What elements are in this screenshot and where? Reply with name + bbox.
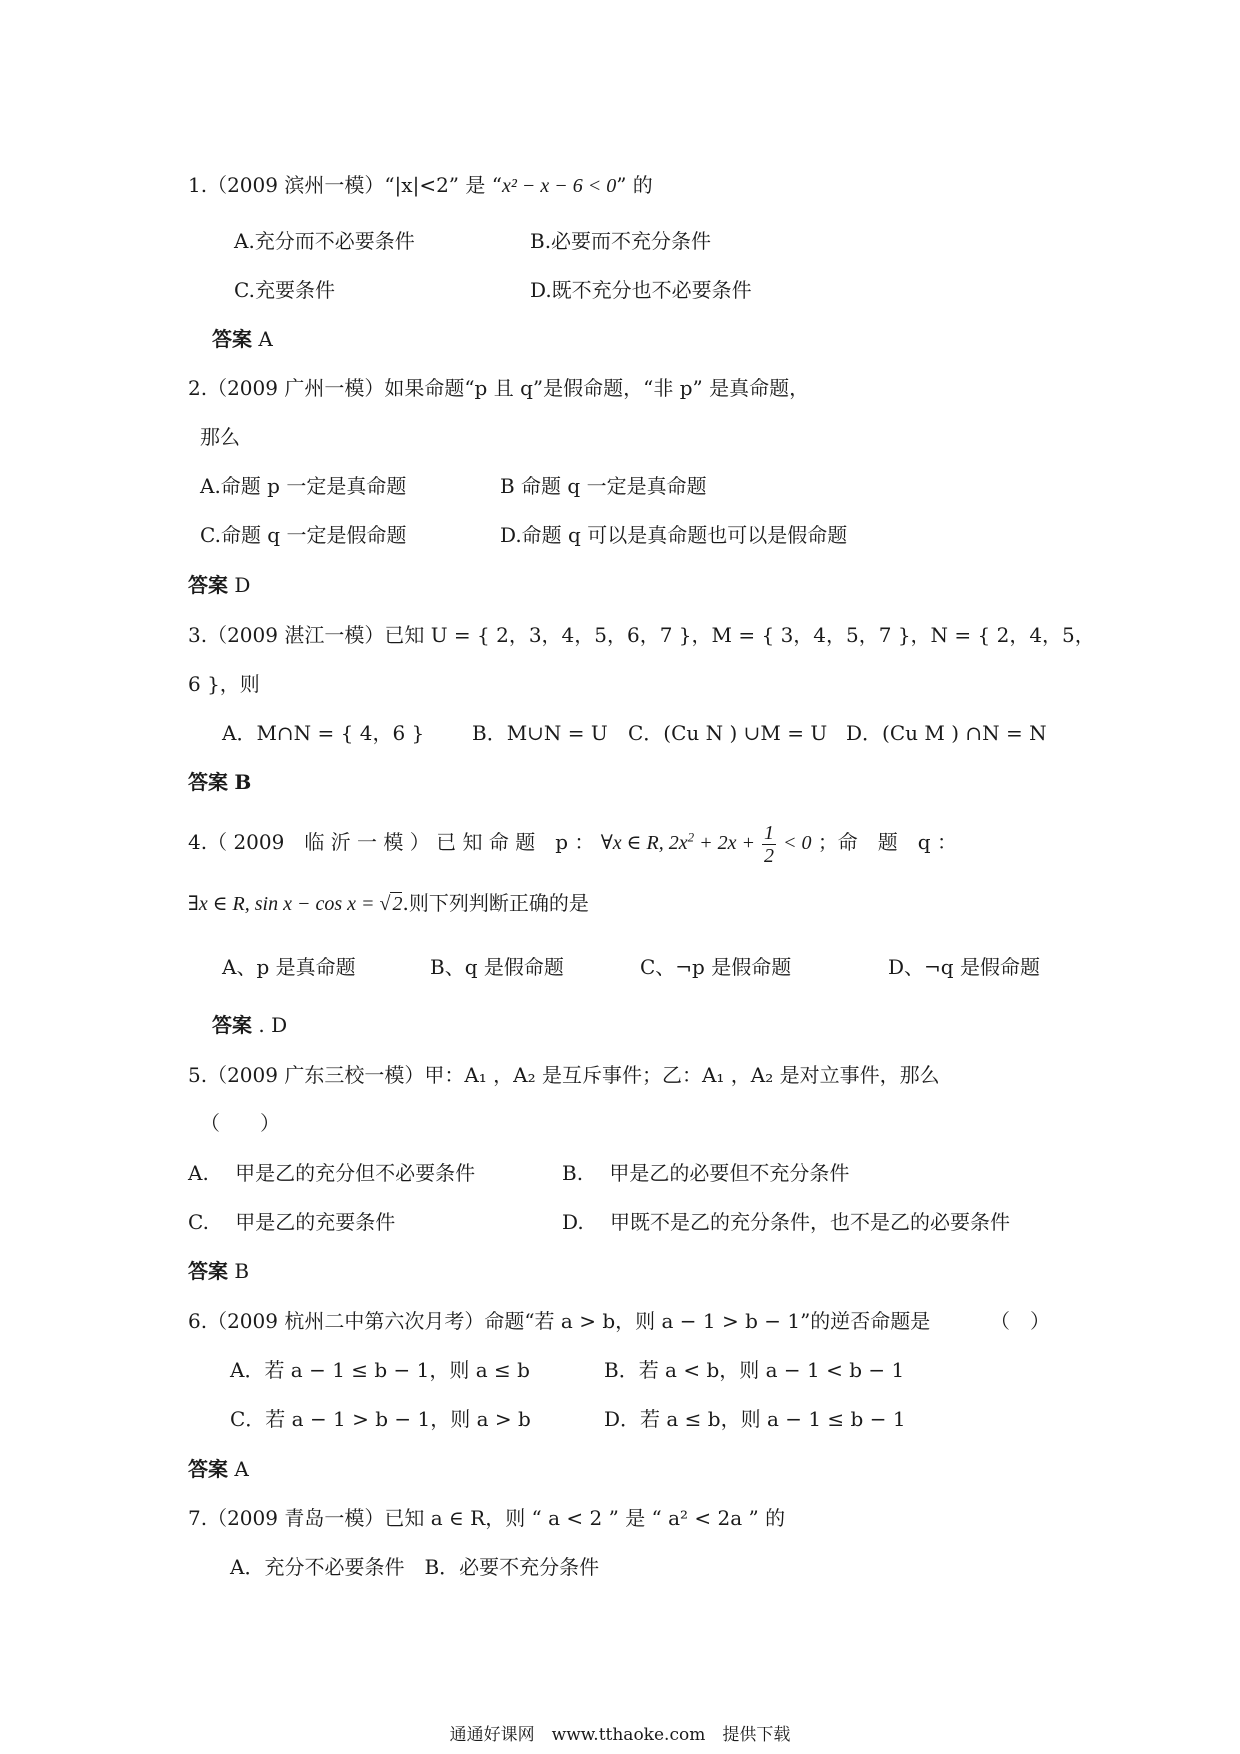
question-7-stem: 7.（2009 青岛一模）已知 a ∈ R，则 “ a < 2 ” 是 “ a² < 2a ” 的 [188,1506,786,1530]
question-6-option-d: D．若 a ≤ b，则 a − 1 ≤ b − 1 [604,1407,906,1431]
question-2-option-c: C.命题 q 一定是假命题 [200,523,407,547]
question-6-paren: （ ） [990,1309,1050,1333]
question-6-stem: 6.（2009 杭州二中第六次月考）命题“若 a > b，则 a − 1 > b − 1”的逆否命题是 [188,1309,931,1333]
question-4-answer: 答案 . D [212,1013,288,1037]
question-2-option-d: D.命题 q 可以是真命题也可以是假命题 [500,523,848,547]
question-1-option-b: B.必要而不充分条件 [530,229,712,253]
question-5-option-d: D. 甲既不是乙的充分条件，也不是乙的必要条件 [562,1210,1011,1234]
formula-q: ∃x ∈ R, sin x − cos x = √ 2 [188,893,403,915]
question-1-option-a: A.充分而不必要条件 [234,229,415,253]
question-4-stem: 4.（ 2009 临 沂 一 模 ） 已 知 命 题 p ： ∀x ∈ R, $2x^2 + 2x$ + $\frac{1}{2}$ < 0 ；命 题 q ： [188,822,957,867]
question-3-answer: 答案 B [188,770,252,794]
question-5-option-c: C. 甲是乙的充要条件 [188,1210,396,1234]
formula-p: ∀x ∈ R, $2x^2 + 2x$ + $\frac{1}{2}$ < 0 [600,822,812,867]
question-5-stem: 5.（2009 广东三校一模）甲：A₁ ，A₂ 是互斥事件；乙：A₁ ，A₂ 是对立事件，那么 [188,1063,940,1087]
page-footer: 通通好课网 www.tthaoke.com 提供下载 [449,1725,791,1745]
question-4-option-a: A、p 是真命题 [222,955,356,979]
question-1-answer: 答案 A [212,327,273,351]
question-4-option-b: B、q 是假命题 [430,955,564,979]
question-2-answer: 答案 D [188,573,251,597]
question-1-option-c: C.充要条件 [234,278,335,302]
question-3-option-a: A．M∩N = { 4，6 } [222,721,425,745]
question-4-stem-cont: ∃x ∈ R, sin x − cos x = √ 2.则下列判断正确的是 [188,891,589,915]
question-6-option-c: C．若 a − 1 > b − 1，则 a > b [230,1407,531,1431]
question-6-option-a: A．若 a − 1 ≤ b − 1，则 a ≤ b [230,1358,530,1382]
question-2-stem-cont: 那么 [200,425,240,449]
question-3-stem-cont: 6 }，则 [188,672,260,696]
question-6-answer: 答案 A [188,1457,249,1481]
question-5-answer: 答案 B [188,1259,250,1283]
question-3-option-c: C．(Cu N ) ∪M = U [628,721,828,745]
question-3-stem: 3.（2009 湛江一模）已知 U = { 2，3，4，5，6，7 }，M = { 3，4，5，7 }，N = { 2，4，5， [188,623,1095,647]
question-3-option-b: B．M∪N = U [472,721,608,745]
question-4-option-d: D、¬q 是假命题 [888,955,1040,979]
question-1-option-d: D.既不充分也不必要条件 [530,278,752,302]
question-3-option-d: D．(Cu M ) ∩N = N [846,721,1047,745]
question-6-option-b: B．若 a < b，则 a − 1 < b − 1 [604,1358,905,1382]
question-2-option-a: A.命题 p 一定是真命题 [200,474,407,498]
question-2-stem: 2.（2009 广州一模）如果命题“p 且 q”是假命题，“非 p” 是真命题， [188,376,810,400]
question-1-stem: 1.（2009 滨州一模）“|x|<2” 是 “x² − x − 6 < 0” 的 [188,173,653,197]
question-7-options: A．充分不必要条件 B．必要不充分条件 [230,1555,600,1579]
question-5-stem-cont: （ ） [200,1111,280,1135]
question-5-option-b: B. 甲是乙的必要但不充分条件 [562,1161,850,1185]
question-5-option-a: A. 甲是乙的充分但不必要条件 [188,1161,476,1185]
question-2-option-b: B 命题 q 一定是真命题 [500,474,707,498]
question-4-option-c: C、¬p 是假命题 [640,955,792,979]
